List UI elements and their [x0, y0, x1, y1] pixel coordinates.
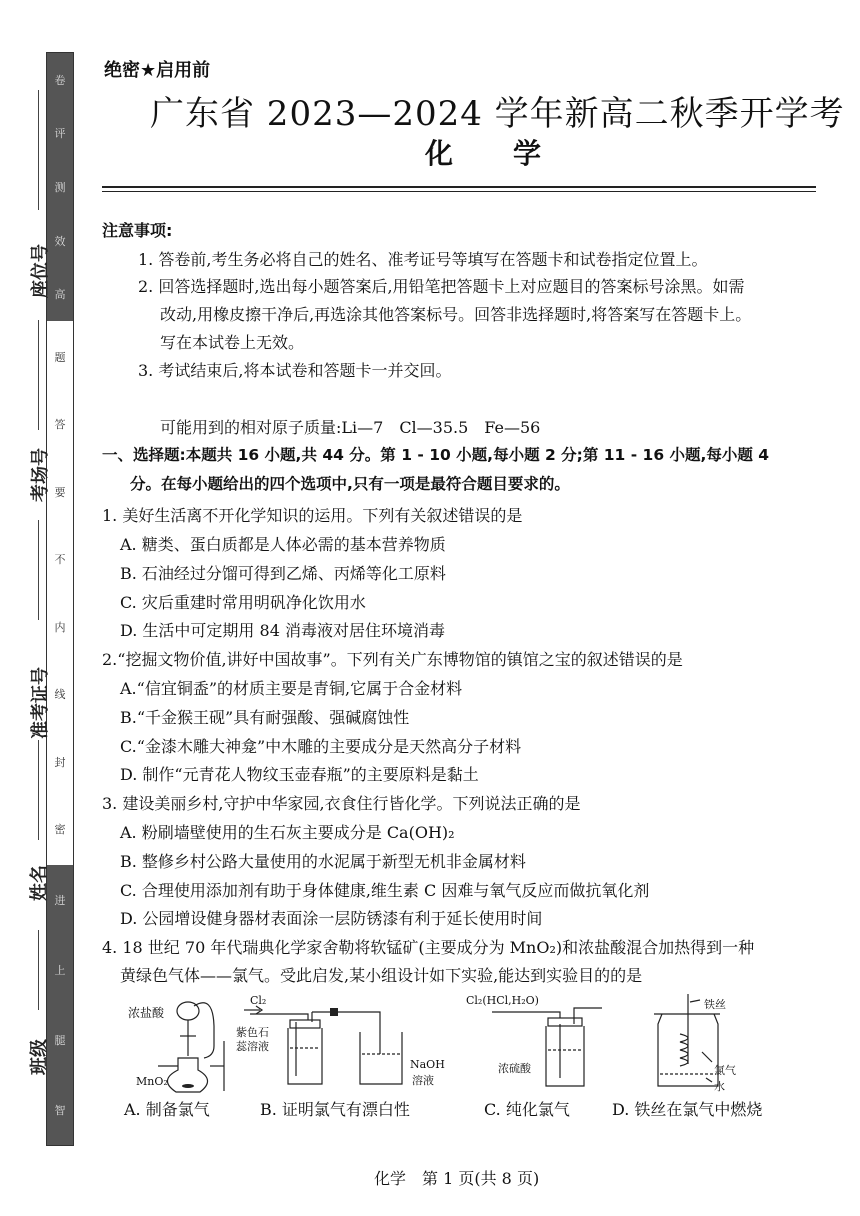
figure-b-label: NaOH	[410, 1058, 445, 1071]
figure-d-label: 铁丝	[704, 998, 726, 1011]
section-heading: 分。在每小题给出的四个选项中,只有一项是最符合题目要求的。	[130, 475, 570, 493]
subject-title: 化 学	[425, 137, 558, 170]
figure-b-label: 紫色石	[236, 1026, 269, 1039]
notice-item: 写在本试卷上无效。	[160, 333, 305, 352]
page-title: 广东省 2023—2024 学年新高二秋季开学考	[150, 94, 845, 134]
binding-seg-bottom	[47, 865, 73, 1145]
seal-char: 进	[54, 894, 66, 907]
notice-heading: 注意事项:	[102, 221, 173, 240]
question-option: D. 制作“元青花人物纹玉壶春瓶”的主要原料是黏土	[120, 765, 479, 784]
field-line	[38, 520, 39, 620]
binding-seg-middle	[47, 323, 73, 863]
field-line	[38, 90, 39, 210]
question-option: B. 整修乡村公路大量使用的水泥属于新型无机非金属材料	[120, 852, 526, 871]
question-option: C. 灾后重建时常用明矾净化饮用水	[120, 593, 366, 612]
question-option: A.“信宜铜盉”的材质主要是青铜,它属于合金材料	[120, 679, 463, 698]
question-option: B. 石油经过分馏可得到乙烯、丙烯等化工原料	[120, 564, 446, 583]
field-line	[38, 740, 39, 840]
figure-c-apparatus	[490, 994, 610, 1094]
figure-d-caption: D. 铁丝在氯气中燃烧	[612, 1100, 763, 1119]
figure-b-label: Cl₂	[250, 994, 267, 1007]
question-option: C.“金漆木雕大神龛”中木雕的主要成分是天然高分子材料	[120, 737, 522, 756]
seal-char: 封	[54, 755, 66, 769]
field-name: 姓名	[29, 865, 50, 901]
field-exam-id: 准考证号	[30, 667, 51, 739]
field-seat: 座位号	[30, 244, 51, 298]
figure-d-label: 水	[714, 1080, 725, 1093]
seal-char: 不	[54, 553, 66, 567]
tube-clamp	[330, 1008, 338, 1016]
seal-char: 卷	[54, 73, 66, 87]
secret-label: 绝密★启用前	[104, 60, 211, 81]
question-option: D. 公园增设健身器材表面涂一层防锈漆有利于延长使用时间	[120, 909, 543, 928]
divider	[102, 186, 816, 188]
seal-char: 题	[54, 350, 66, 364]
field-class: 班级	[29, 1039, 50, 1075]
question-option: A. 糖类、蛋白质都是人体必需的基本营养物质	[120, 535, 446, 554]
seal-char: 上	[54, 964, 66, 977]
figure-b-caption: B. 证明氯气有漂白性	[260, 1100, 410, 1119]
notice-item: 3. 考试结束后,将本试卷和答题卡一并交回。	[138, 361, 452, 380]
mno2-solid	[182, 1084, 194, 1088]
seal-char: 评	[54, 127, 66, 141]
figure-a-label: 浓盐酸	[128, 1006, 165, 1020]
question-stem: 1. 美好生活离不开化学知识的运用。下列有关叙述错误的是	[102, 506, 523, 525]
figure-a-label: MnO₂	[136, 1075, 168, 1088]
field-room: 考场号	[30, 448, 51, 502]
seal-char: 要	[54, 485, 66, 499]
seal-char: 测	[54, 180, 66, 194]
figure-b-label: 溶液	[412, 1074, 434, 1087]
divider	[102, 191, 816, 192]
figure-c-label: Cl₂(HCl,H₂O)	[466, 994, 539, 1007]
figure-c-caption: C. 纯化氯气	[484, 1100, 570, 1119]
seal-char: 腿	[54, 1034, 66, 1047]
question-option: A. 粉刷墙壁使用的生石灰主要成分是 Ca(OH)₂	[120, 823, 455, 842]
question-stem: 黄绿色气体——氯气。受此启发,某小组设计如下实验,能达到实验目的的是	[120, 966, 643, 985]
notice-item: 2. 回答选择题时,选出每小题答案后,用铅笔把答题卡上对应题目的答案标号涂黑。如需	[138, 277, 745, 296]
seal-char: 内	[54, 620, 66, 634]
figure-b-label: 蕊溶液	[236, 1040, 269, 1053]
question-stem: 3. 建设美丽乡村,守护中华家园,衣食住行皆化学。下列说法正确的是	[102, 794, 581, 813]
notice-item: 改动,用橡皮擦干净后,再选涂其他答案标号。回答非选择题时,将答案写在答题卡上。	[160, 305, 752, 324]
seal-char: 高	[54, 288, 66, 302]
notice-item: 1. 答卷前,考生务必将自己的姓名、准考证号等填写在答题卡和试卷指定位置上。	[138, 250, 708, 269]
question-option: C. 合理使用添加剂有助于身体健康,维生素 C 因难与氧气反应而做抗氧化剂	[120, 881, 650, 900]
binding-strip	[46, 52, 74, 1146]
seal-char: 智	[54, 1104, 66, 1117]
question-stem: 2.“挖掘文物价值,讲好中国故事”。下列有关广东博物馆的镇馆之宝的叙述错误的是	[102, 650, 683, 669]
question-stem: 4. 18 世纪 70 年代瑞典化学家舍勒将软锰矿(主要成分为 MnO₂)和浓盐酸混合加热得到一种	[102, 938, 755, 957]
section-heading: 一、选择题:本题共 16 小题,共 44 分。第 1 - 10 小题,每小题 2 分;第 11 - 16 小题,每小题 4	[102, 446, 770, 464]
seal-char: 答	[54, 418, 66, 432]
figure-d-label: 氯气	[714, 1064, 736, 1077]
field-line	[38, 930, 39, 1010]
figure-a-caption: A. 制备氯气	[124, 1100, 210, 1119]
question-option: B.“千金猴王砚”具有耐强酸、强碱腐蚀性	[120, 708, 410, 727]
figure-d-apparatus	[640, 994, 760, 1094]
seal-char: 密	[54, 823, 66, 837]
question-option: D. 生活中可定期用 84 消毒液对居住环境消毒	[120, 621, 445, 640]
seal-char: 线	[54, 688, 66, 702]
field-line	[38, 320, 39, 430]
atomic-mass: 可能用到的相对原子质量:Li—7 Cl—35.5 Fe—56	[160, 418, 541, 437]
seal-char: 效	[54, 234, 66, 248]
page-footer: 化学 第 1 页(共 8 页)	[374, 1169, 540, 1188]
figure-c-label: 浓硫酸	[498, 1062, 531, 1075]
